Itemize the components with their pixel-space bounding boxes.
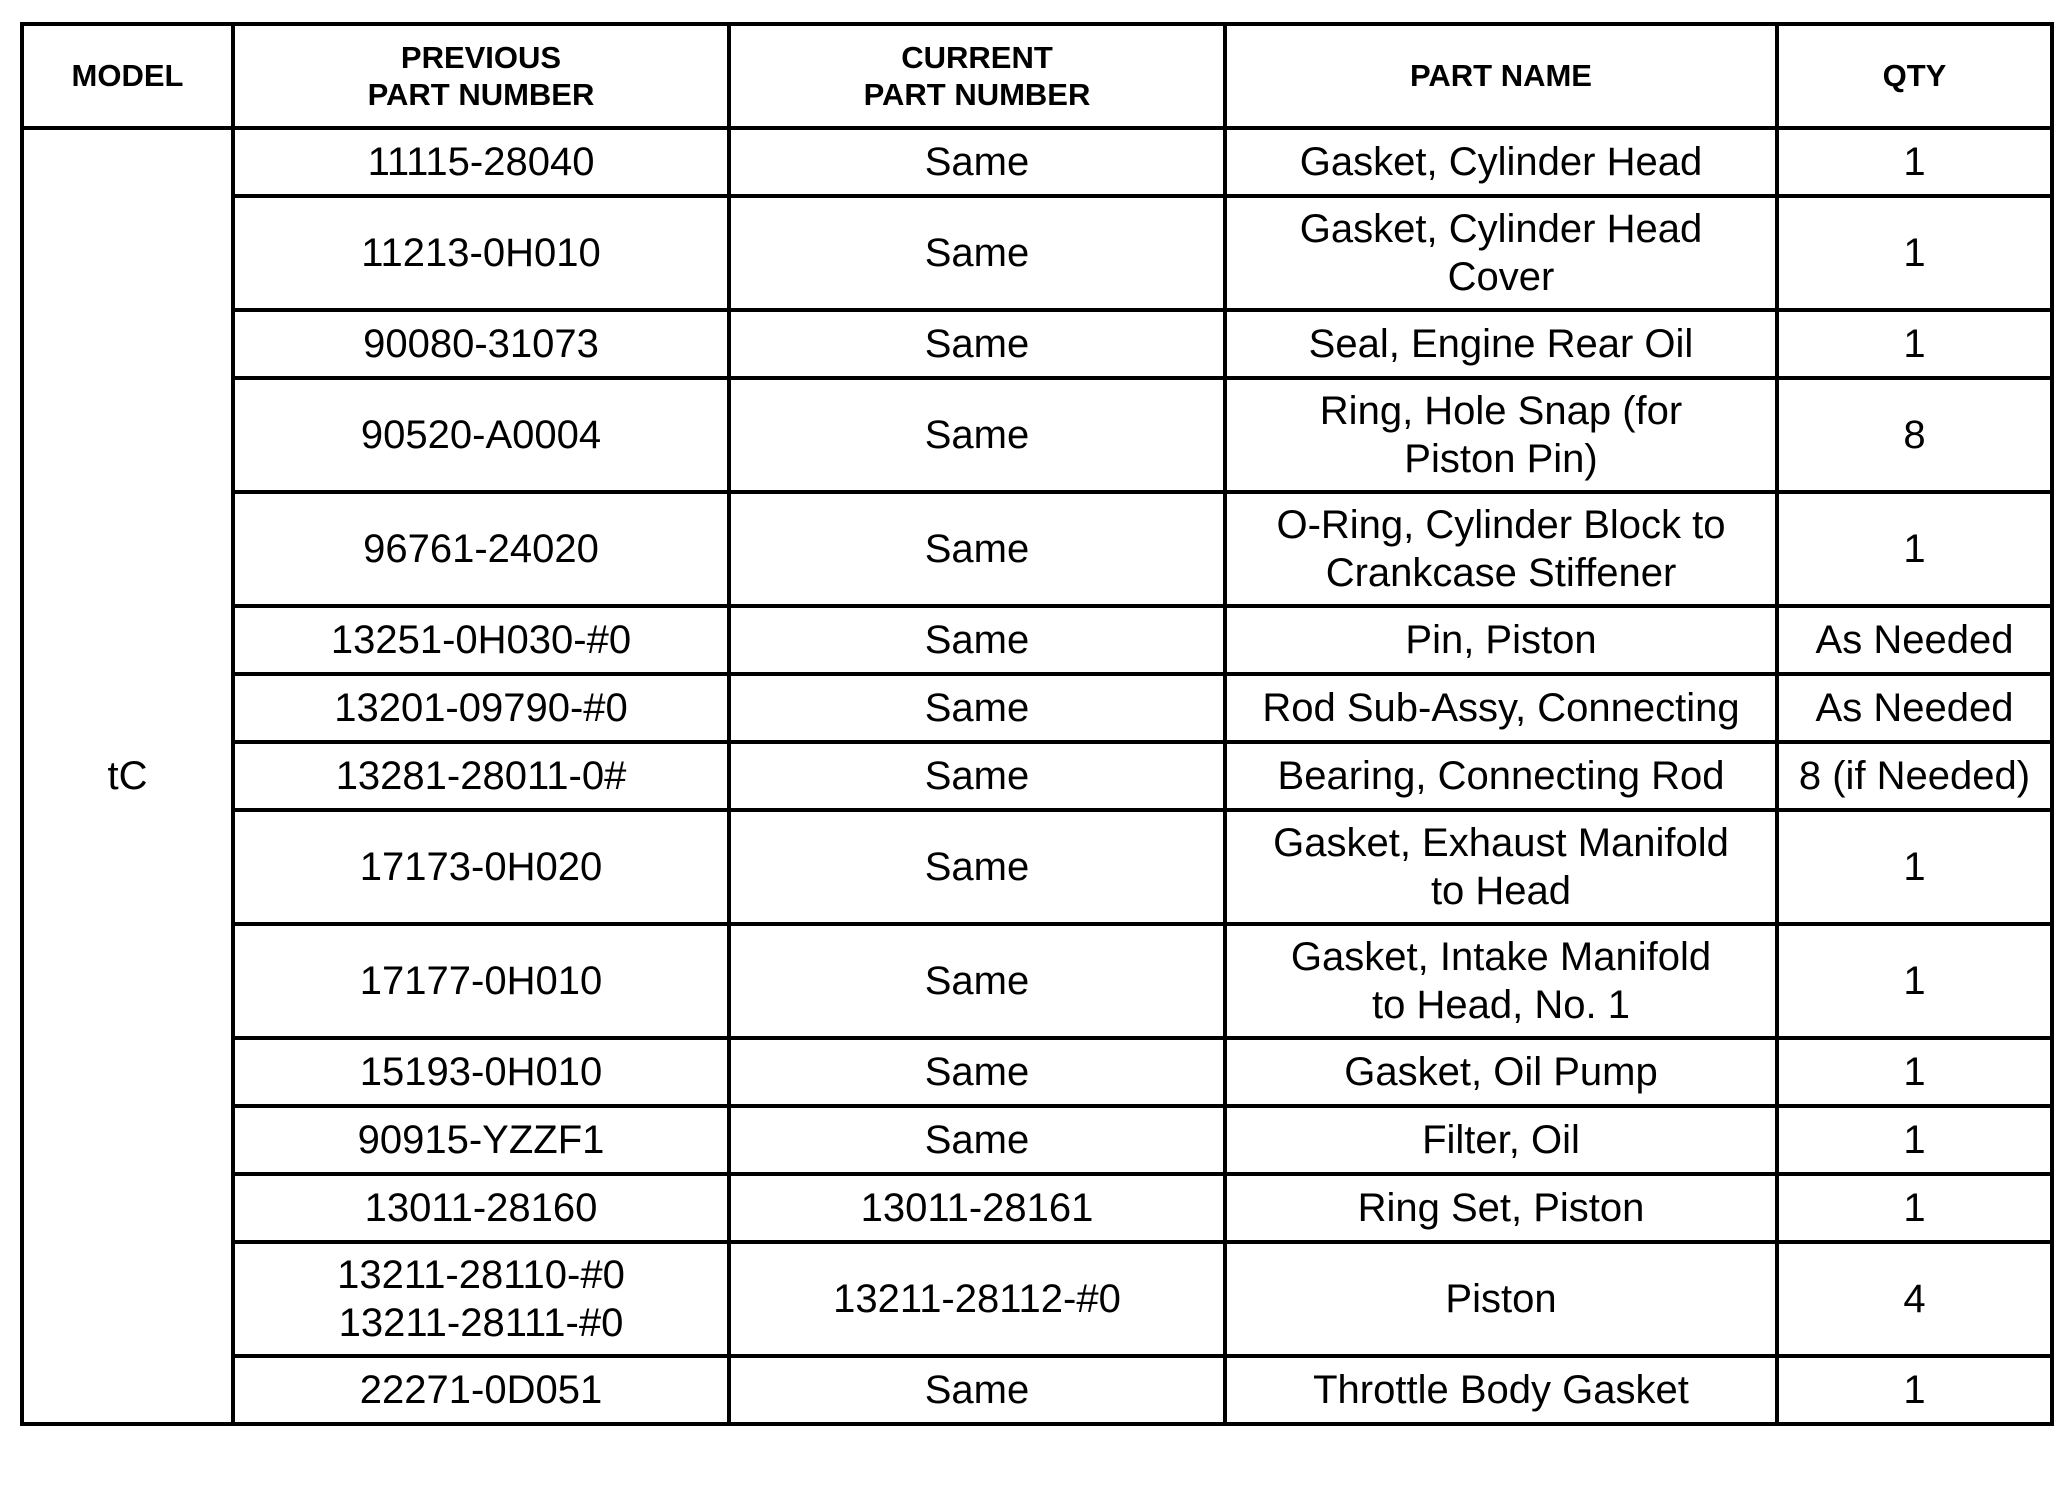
previous-part-number-line: 22271-0D051 xyxy=(359,1368,603,1412)
part-name-line: Throttle Body Gasket xyxy=(1313,1368,1689,1412)
header-current-line-2: PART NUMBER xyxy=(863,77,1091,112)
part-name-line: Gasket, Intake Manifold xyxy=(1290,935,1712,979)
qty-cell: 8 (if Needed) xyxy=(1777,742,2052,810)
previous-part-number-line: 13011-28160 xyxy=(364,1186,598,1230)
current-part-number-cell xyxy=(729,196,1225,310)
part-name-line: Piston Pin) xyxy=(1404,437,1598,481)
current-part-number-line: Same xyxy=(924,1118,1030,1162)
part-name-line: O-Ring, Cylinder Block to xyxy=(1276,503,1726,547)
current-part-number-cell xyxy=(729,1242,1225,1356)
part-name-line: Crankcase Stiffener xyxy=(1325,551,1677,595)
current-part-number-line: Same xyxy=(924,845,1030,889)
table-row xyxy=(22,810,2052,924)
current-part-number-cell xyxy=(729,1106,1225,1174)
qty-cell: 1 xyxy=(1777,492,2052,606)
part-name-cell xyxy=(1225,606,1777,674)
qty-cell: 1 xyxy=(1777,1174,2052,1242)
previous-part-number-cell xyxy=(233,742,729,810)
part-name-cell xyxy=(1225,1242,1777,1356)
current-part-number-line: Same xyxy=(924,618,1030,662)
previous-part-number-cell xyxy=(233,128,729,196)
previous-part-number-cell xyxy=(233,310,729,378)
table-row xyxy=(22,196,2052,310)
part-name-line: to Head, No. 1 xyxy=(1372,983,1630,1027)
part-name-line: Gasket, Oil Pump xyxy=(1344,1050,1658,1094)
header-current-part-number xyxy=(729,24,1225,128)
header-row xyxy=(22,24,2052,128)
previous-part-number-line: 11213-0H010 xyxy=(361,231,601,275)
part-name-cell xyxy=(1225,1174,1777,1242)
model-cell: tC xyxy=(22,128,233,1424)
table-row xyxy=(22,378,2052,492)
previous-part-number-line: 11115-28040 xyxy=(367,140,595,184)
qty-cell: 1 xyxy=(1777,1106,2052,1174)
part-name-line: Cover xyxy=(1447,255,1555,299)
parts-table xyxy=(20,22,2054,1426)
previous-part-number-line: 17173-0H020 xyxy=(359,845,603,889)
previous-part-number-line: 96761-24020 xyxy=(363,527,599,571)
part-name-cell xyxy=(1225,674,1777,742)
previous-part-number-line: 90915-YZZF1 xyxy=(357,1118,605,1162)
part-name-line: to Head xyxy=(1430,869,1572,913)
qty-cell: As Needed xyxy=(1777,606,2052,674)
part-name-cell xyxy=(1225,196,1777,310)
previous-part-number-cell xyxy=(233,1356,729,1424)
part-name-cell xyxy=(1225,378,1777,492)
part-name-line: Filter, Oil xyxy=(1422,1118,1580,1162)
table-row xyxy=(22,310,2052,378)
qty-cell: 1 xyxy=(1777,310,2052,378)
qty-cell: 1 xyxy=(1777,196,2052,310)
current-part-number-cell xyxy=(729,310,1225,378)
current-part-number-line: Same xyxy=(924,1050,1030,1094)
qty-cell: 1 xyxy=(1777,810,2052,924)
table-row xyxy=(22,1356,2052,1424)
previous-part-number-line: 13211-28111-#0 xyxy=(338,1301,624,1345)
previous-part-number-line: 13281-28011-0# xyxy=(335,754,627,798)
part-name-line: Seal, Engine Rear Oil xyxy=(1308,322,1694,366)
qty-cell: 1 xyxy=(1777,924,2052,1038)
part-name-cell xyxy=(1225,492,1777,606)
part-name-cell xyxy=(1225,1038,1777,1106)
current-part-number-line: Same xyxy=(924,686,1030,730)
previous-part-number-line: 13211-28110-#0 xyxy=(337,1253,625,1297)
header-qty: QTY xyxy=(1777,24,2052,128)
current-part-number-line: 13011-28161 xyxy=(860,1186,1094,1230)
current-part-number-line: Same xyxy=(924,140,1030,184)
part-name-line: Bearing, Connecting Rod xyxy=(1277,754,1725,798)
header-current-line-1: CURRENT xyxy=(901,39,1053,75)
part-name-cell xyxy=(1225,1106,1777,1174)
part-name-line: Gasket, Cylinder Head xyxy=(1299,207,1703,251)
current-part-number-line: Same xyxy=(924,322,1030,366)
qty-cell: 1 xyxy=(1777,1356,2052,1424)
previous-part-number-cell xyxy=(233,810,729,924)
qty-cell: 1 xyxy=(1777,1038,2052,1106)
current-part-number-line: Same xyxy=(924,1368,1030,1412)
current-part-number-cell xyxy=(729,924,1225,1038)
previous-part-number-cell xyxy=(233,492,729,606)
part-name-line: Pin, Piston xyxy=(1405,618,1597,662)
previous-part-number-cell xyxy=(233,1038,729,1106)
previous-part-number-cell xyxy=(233,1242,729,1356)
current-part-number-cell xyxy=(729,378,1225,492)
current-part-number-cell xyxy=(729,492,1225,606)
table-row xyxy=(22,492,2052,606)
previous-part-number-cell xyxy=(233,924,729,1038)
previous-part-number-line: 17177-0H010 xyxy=(359,959,603,1003)
part-name-line: Rod Sub-Assy, Connecting xyxy=(1262,686,1740,730)
current-part-number-cell xyxy=(729,810,1225,924)
current-part-number-cell xyxy=(729,1356,1225,1424)
qty-cell: 8 xyxy=(1777,378,2052,492)
current-part-number-line: 13211-28112-#0 xyxy=(833,1277,1121,1321)
parts-table-body xyxy=(22,128,2052,1424)
previous-part-number-line: 90080-31073 xyxy=(363,322,599,366)
part-name-cell xyxy=(1225,128,1777,196)
table-row xyxy=(22,742,2052,810)
previous-part-number-line: 13201-09790-#0 xyxy=(334,686,628,730)
table-row xyxy=(22,606,2052,674)
current-part-number-cell xyxy=(729,742,1225,810)
current-part-number-line: Same xyxy=(924,754,1030,798)
qty-cell: 1 xyxy=(1777,128,2052,196)
part-name-line: Gasket, Cylinder Head xyxy=(1299,140,1703,184)
part-name-cell xyxy=(1225,810,1777,924)
qty-cell: 4 xyxy=(1777,1242,2052,1356)
current-part-number-line: Same xyxy=(924,527,1030,571)
current-part-number-cell xyxy=(729,1038,1225,1106)
part-name-line: Ring, Hole Snap (for xyxy=(1319,389,1683,433)
table-row xyxy=(22,1038,2052,1106)
current-part-number-line: Same xyxy=(924,959,1030,1003)
table-row xyxy=(22,674,2052,742)
previous-part-number-cell xyxy=(233,1174,729,1242)
header-previous-line-2: PART NUMBER xyxy=(367,77,595,112)
header-previous-line-1: PREVIOUS xyxy=(400,39,562,75)
current-part-number-cell xyxy=(729,674,1225,742)
previous-part-number-cell xyxy=(233,1106,729,1174)
table-row xyxy=(22,128,2052,196)
previous-part-number-cell xyxy=(233,378,729,492)
previous-part-number-line: 15193-0H010 xyxy=(359,1050,603,1094)
part-name-cell xyxy=(1225,310,1777,378)
table-row xyxy=(22,1174,2052,1242)
previous-part-number-cell xyxy=(233,606,729,674)
table-row xyxy=(22,1242,2052,1356)
table-row xyxy=(22,924,2052,1038)
part-name-cell xyxy=(1225,1356,1777,1424)
previous-part-number-line: 13251-0H030-#0 xyxy=(330,618,632,662)
part-name-line: Ring Set, Piston xyxy=(1357,1186,1645,1230)
previous-part-number-cell xyxy=(233,196,729,310)
previous-part-number-line: 90520-A0004 xyxy=(360,413,602,457)
part-name-line: Gasket, Exhaust Manifold xyxy=(1273,821,1729,865)
part-name-line: Piston xyxy=(1445,1277,1557,1321)
previous-part-number-cell xyxy=(233,674,729,742)
header-model: MODEL xyxy=(22,24,233,128)
current-part-number-line: Same xyxy=(924,231,1030,275)
part-name-cell xyxy=(1225,924,1777,1038)
part-name-cell xyxy=(1225,742,1777,810)
header-part-name: PART NAME xyxy=(1225,24,1777,128)
header-previous-part-number xyxy=(233,24,729,128)
current-part-number-line: Same xyxy=(924,413,1030,457)
current-part-number-cell xyxy=(729,606,1225,674)
current-part-number-cell xyxy=(729,1174,1225,1242)
current-part-number-cell xyxy=(729,128,1225,196)
table-row xyxy=(22,1106,2052,1174)
qty-cell: As Needed xyxy=(1777,674,2052,742)
